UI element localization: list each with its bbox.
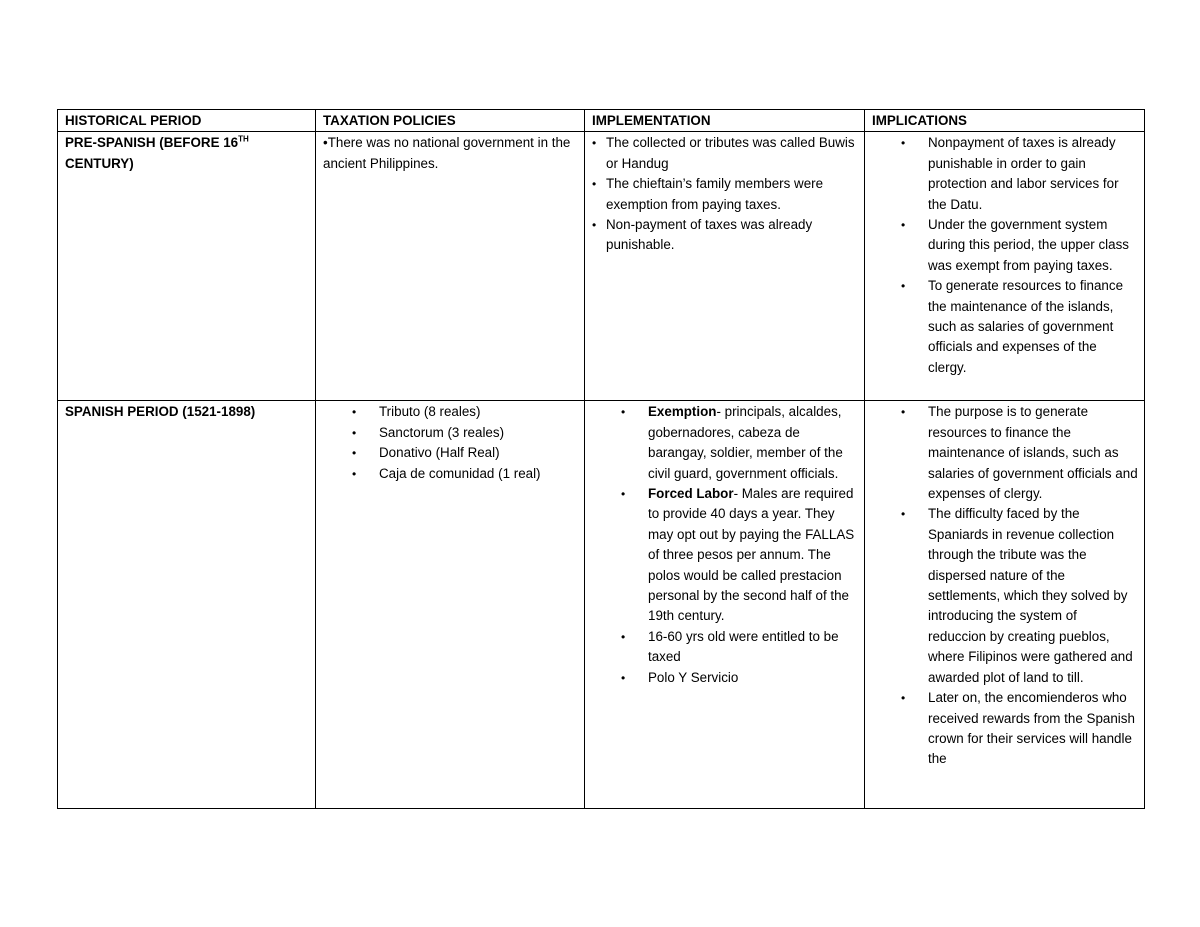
cell-policies-pre-spanish — [316, 132, 585, 401]
bullet-icon: • — [621, 670, 626, 685]
list-item: • Non-payment of taxes was already punishable. — [592, 217, 813, 253]
list-item: • To generate resources to finance the maintenance of the islands, such as salaries of government officials and expenses of the clergy. — [901, 278, 1124, 375]
list-item: • Polo Y Servicio — [592, 668, 858, 688]
cell-policies-spanish — [316, 401, 585, 809]
policies-list — [323, 402, 578, 484]
bullet-icon: • — [352, 405, 357, 420]
bullet-icon: • — [592, 136, 597, 151]
header-taxation-policies: TAXATION POLICIES — [316, 110, 585, 132]
period-superscript: TH — [238, 134, 249, 144]
cell-period-spanish: SPANISH PERIOD (1521-1898) — [58, 401, 316, 809]
list-item: • Exemption- principals, alcaldes, gobernadores, cabeza de barangay, soldier, member of the civil guard, government officials. — [621, 404, 843, 481]
cell-implementation-spanish — [585, 401, 865, 809]
cell-implementation-pre-spanish — [585, 132, 865, 401]
list-item: • Later on, the encomienderos who received rewards from the Spanish crown for their services will handle the — [901, 690, 1135, 767]
bullet-icon: • — [621, 629, 626, 644]
bullet-icon: • — [352, 466, 357, 481]
list-item: • The purpose is to generate resources to finance the maintenance of islands, such as salaries of government officials and expenses of clergy. — [901, 404, 1138, 502]
list-item: • Donativo (Half Real) — [323, 443, 578, 463]
period-label-end: CENTURY) — [65, 155, 134, 171]
policies-text: •There was no national government in the ancient Philippines. — [323, 135, 571, 171]
list-item: • Forced Labor- Males are required to provide 40 days a year. They may opt out by paying the FALLAS of three pesos per annum. The polos would be called prestacion personal by the second half of the 19th century. — [621, 486, 855, 624]
implementation-list — [592, 402, 858, 688]
list-item: • Caja de comunidad (1 real) — [323, 464, 578, 484]
cell-implications-spanish — [865, 401, 1145, 809]
cell-implications-pre-spanish — [865, 132, 1145, 401]
bullet-icon: • — [592, 218, 597, 233]
table-header-row — [58, 110, 1145, 132]
bullet-icon: • — [352, 446, 357, 461]
table-row-spanish — [58, 401, 1145, 809]
table-row-pre-spanish — [58, 132, 1145, 401]
bullet-icon: • — [901, 691, 906, 706]
taxation-table — [57, 109, 1145, 809]
bullet-icon: • — [901, 507, 906, 522]
list-item: • Tributo (8 reales) — [323, 402, 578, 422]
list-item: • Sanctorum (3 reales) — [323, 423, 578, 443]
bullet-icon: • — [901, 136, 906, 151]
period-label: PRE-SPANISH (BEFORE 16 — [65, 135, 239, 151]
bullet-icon: • — [621, 487, 626, 502]
header-historical-period: HISTORICAL PERIOD — [58, 110, 316, 132]
implementation-list — [592, 133, 858, 255]
bullet-icon: • — [592, 177, 597, 192]
list-item: • 16-60 yrs old were entitled to be taxed — [621, 628, 839, 665]
implications-list — [872, 402, 1138, 769]
cell-period-pre-spanish — [58, 132, 316, 401]
header-implications: IMPLICATIONS — [865, 110, 1145, 132]
bullet-icon: • — [901, 218, 906, 233]
implications-list — [872, 133, 1138, 378]
bullet-icon: • — [352, 425, 357, 440]
bullet-icon: • — [901, 279, 906, 294]
header-implementation: IMPLEMENTATION — [585, 110, 865, 132]
list-item: • The chieftain’s family members were exemption from paying taxes. — [592, 176, 824, 212]
bullet-icon: • — [901, 405, 906, 420]
list-item: • The collected or tributes was called Buwis or Handug — [592, 135, 855, 171]
list-item: • The difficulty faced by the Spaniards in revenue collection through the tribute was the dispersed nature of the settlements, which they solved by introducing the system of reduccion by creating pueblos, where Filipinos were gathered and awarded plot of land to till. — [901, 506, 1133, 685]
list-item: • Nonpayment of taxes is already punishable in order to gain protection and labor services for the Datu. — [901, 135, 1119, 212]
bullet-icon: • — [621, 405, 626, 420]
list-item: • Under the government system during this period, the upper class was exempt from paying taxes. — [901, 217, 1129, 273]
